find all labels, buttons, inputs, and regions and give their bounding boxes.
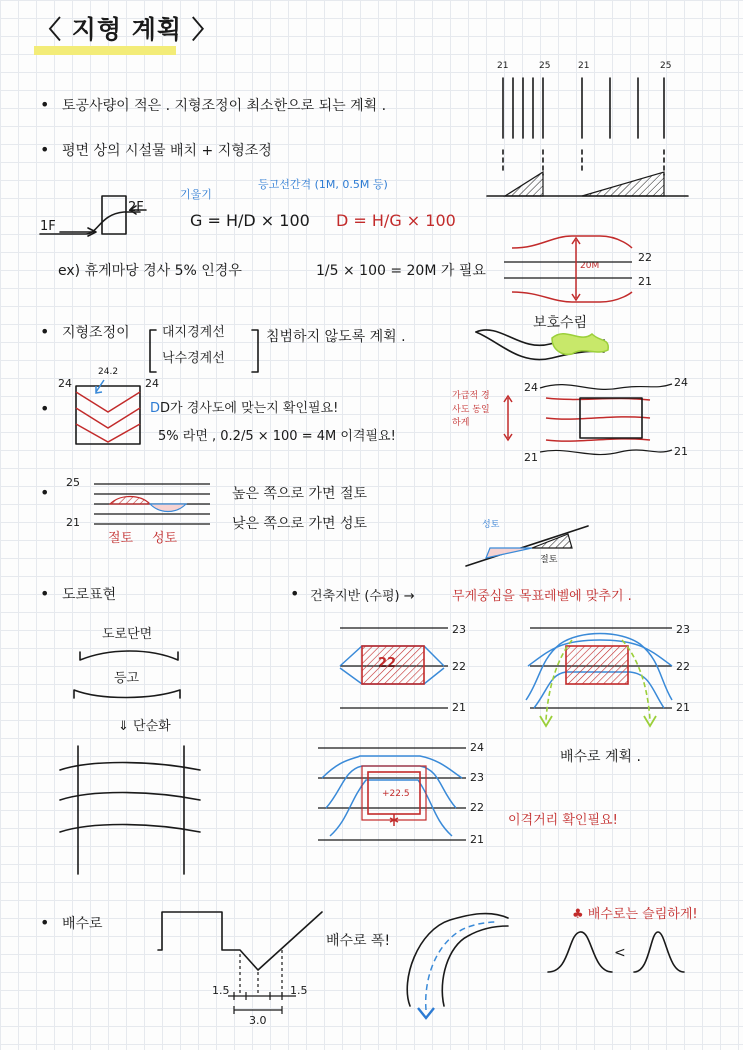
site-23: 23 <box>470 771 484 784</box>
bullet-dot: • <box>40 140 50 159</box>
protect-tree-label: 보호수림 <box>533 315 588 331</box>
drainage-section <box>158 912 322 1014</box>
fill-label: 성토 <box>152 531 178 546</box>
site-level-label: +22.5 <box>382 789 410 799</box>
top-21-a: 21 <box>497 61 509 71</box>
road-heading: 도로표현 <box>62 587 117 603</box>
formula-d: D = H/G × 100 <box>336 211 456 230</box>
top-25-b: 25 <box>660 61 672 71</box>
slope-word: 기울기 <box>180 188 212 201</box>
top-25-a: 25 <box>539 61 551 71</box>
contour-21: 21 <box>638 275 652 288</box>
bullet-dot: • <box>40 584 50 603</box>
drain-plan-label: 배수로 계획 . <box>560 749 641 765</box>
drain-22: 22 <box>676 660 690 673</box>
bracket <box>150 330 258 372</box>
fill-small-label: 성토 <box>482 520 500 530</box>
bullet-dot: • <box>40 483 50 502</box>
bullet-dot: • <box>40 322 50 341</box>
check-slope-note: DD가 경사도에 맞는지 확인필요! <box>150 401 339 416</box>
cut-small-label: 절토 <box>540 555 558 565</box>
bld-22: 22 <box>452 660 466 673</box>
level-24-right: 24 <box>145 377 159 390</box>
bullet-dot: • <box>40 95 50 114</box>
contour-20m-diagram <box>504 236 632 302</box>
protected-forest <box>476 330 608 360</box>
level-24-a: 24 <box>524 381 538 394</box>
slim-comparison <box>548 932 684 972</box>
level-21-b: 21 <box>674 445 688 458</box>
drain-21: 21 <box>676 701 690 714</box>
level-242: 24.2 <box>98 367 119 377</box>
bld-23: 23 <box>452 623 466 636</box>
simplify-label: ⇓ 단순화 <box>118 719 171 734</box>
building-level-diagram <box>340 628 448 708</box>
contour-22: 22 <box>638 251 652 264</box>
site-22: 22 <box>470 801 484 814</box>
bullet-layout: 평면 상의 시설물 배치 + 지형조정 <box>62 143 272 159</box>
level-24-b: 24 <box>674 376 688 389</box>
drainage-plan-diagram <box>526 628 672 726</box>
fill-rule: 낮은 쪽으로 가면 성토 <box>232 516 368 532</box>
bullet-earthwork: 토공사량이 적은 . 지형조정이 최소한으로 되는 계획 . <box>62 98 387 114</box>
smooth-note: ♣ 배수로는 슬림하게! <box>572 907 698 922</box>
level-21-a: 21 <box>524 451 538 464</box>
road-section-label: 도로단면 <box>102 627 153 642</box>
drain-23: 23 <box>676 623 690 636</box>
bullet-terrain: 지형조정이 <box>62 325 130 341</box>
dim-20m: 20M <box>580 261 600 271</box>
bullet-dot: • <box>290 584 300 603</box>
bullet-dot: • <box>40 399 50 418</box>
gentle-slope-diagram <box>504 381 672 455</box>
site-24: 24 <box>470 741 484 754</box>
drain-width-label: 배수로 폭! <box>326 933 391 949</box>
page-title: 〈 지형 계획 〉 <box>36 15 218 44</box>
building-heading: 건축지반 (수평) → <box>310 589 415 604</box>
cut-fill-diagram <box>94 484 588 566</box>
bullet-dot: • <box>40 913 50 932</box>
example-calc: 1/5 × 100 = 20M 가 필요 <box>316 263 486 279</box>
chevron-box <box>76 380 140 444</box>
contour-diagram <box>487 78 688 196</box>
floor-2f-label: 2F <box>128 200 144 215</box>
site-21: 21 <box>470 833 484 846</box>
dim-1-5-left: 1.5 <box>212 984 230 997</box>
formula-g: G = H/D × 100 <box>190 211 310 230</box>
level-21-cut: 21 <box>66 516 80 529</box>
bracket-drip-line: 낙수경계선 <box>162 351 225 366</box>
interval-word: 등고선간격 (1M, 0.5M 등) <box>258 178 388 191</box>
drainage-heading: 배수로 <box>62 916 103 932</box>
dim-3-0: 3.0 <box>249 1014 267 1027</box>
level-25: 25 <box>66 476 80 489</box>
example-text: ex) 휴게마당 경사 5% 인경우 <box>58 263 242 279</box>
floor-1f-label: 1F <box>40 219 56 234</box>
road-diagram <box>60 651 200 874</box>
level-24-left: 24 <box>58 377 72 390</box>
less-than-sign: < <box>614 945 626 961</box>
drainage-channel <box>407 914 508 1018</box>
floor-section <box>40 196 146 236</box>
dim-1-5-right: 1.5 <box>290 984 308 997</box>
distance-note: 이격거리 확인필요! <box>508 813 618 828</box>
bld-21: 21 <box>452 701 466 714</box>
gentle-slope-note: 가급적 경사도 동일하게 <box>452 391 490 428</box>
building-note: 무게중심을 목표레벨에 맞추기 . <box>452 589 632 604</box>
bracket-tail: 침범하지 않도록 계획 . <box>266 329 406 345</box>
top-21-b: 21 <box>578 61 590 71</box>
site-plan-diagram <box>318 748 466 840</box>
cut-rule: 높은 쪽으로 가면 절토 <box>232 486 368 502</box>
contour-label: 등고 <box>114 671 140 686</box>
cut-label: 절토 <box>108 531 134 546</box>
spacing-note: 5% 라면 , 0.2/5 × 100 = 4M 이격필요! <box>158 429 396 444</box>
bracket-site-line: 대지경계선 <box>162 325 225 340</box>
